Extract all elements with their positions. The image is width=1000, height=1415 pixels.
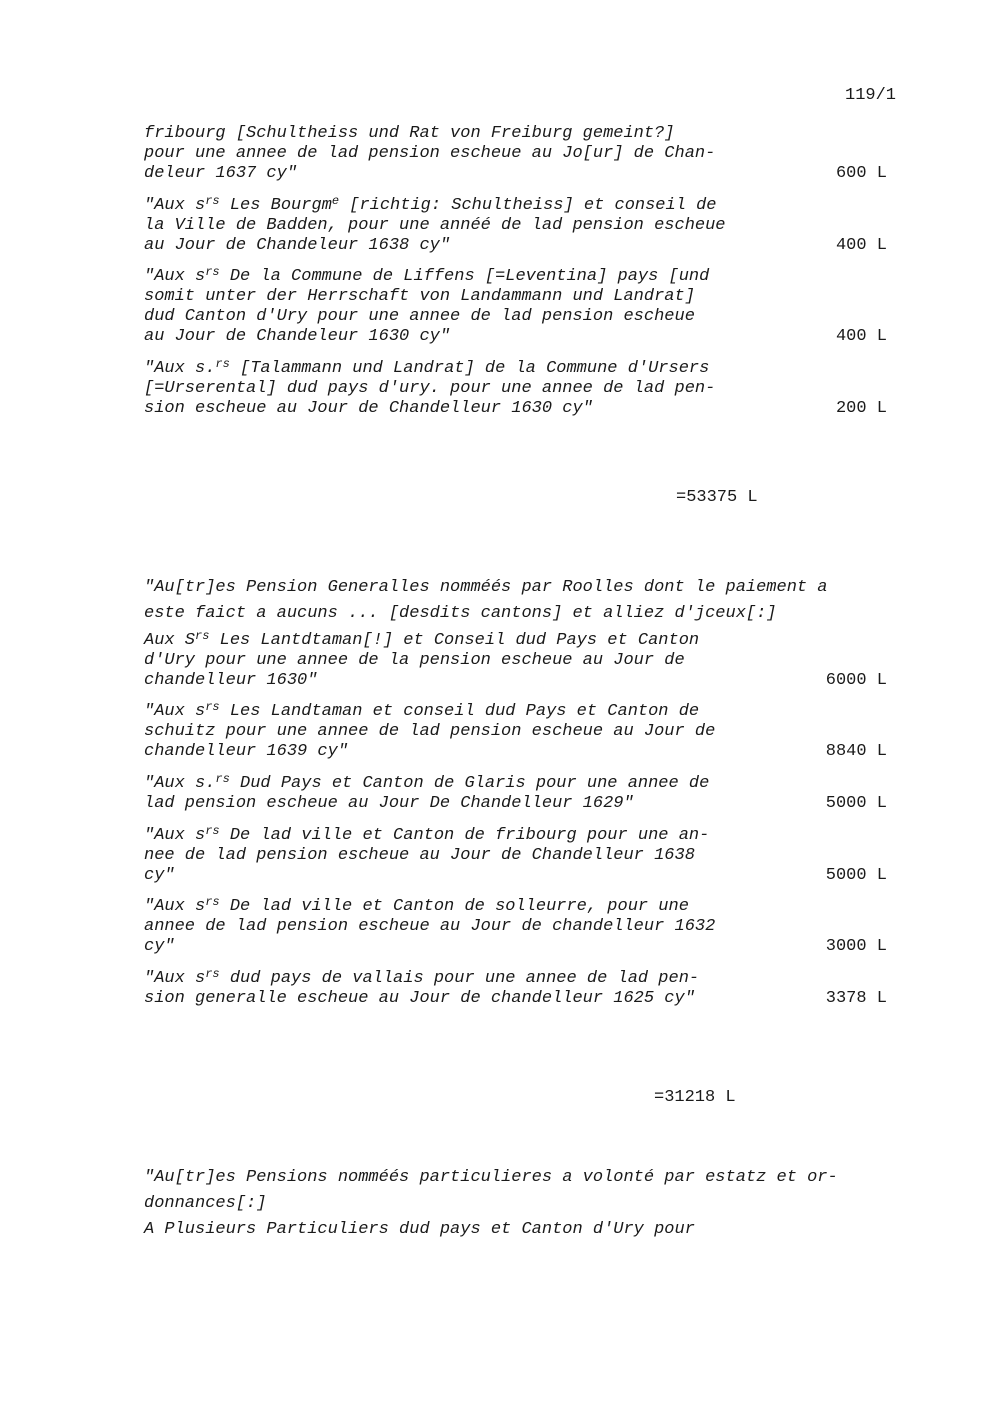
entry-line: nee de lad pension escheue au Jour de Chandelleur 1638: [144, 846, 695, 865]
section-total: =53375 L: [676, 488, 758, 507]
entry-line-first: [144, 196, 889, 216]
superscript: rs: [205, 265, 220, 279]
entry-amount: 6000 L: [825, 671, 887, 690]
entry-line-first: [144, 267, 889, 287]
entry-line-first: [144, 969, 889, 989]
entry-glaris: [144, 774, 889, 814]
text-segment: "Aux s: [144, 897, 206, 916]
entry-liffens: [144, 267, 889, 347]
text-segment: Dud Pays et Canton de Glaris pour une annee de: [229, 774, 710, 793]
entry-amount: 3378 L: [825, 989, 887, 1008]
text-segment: "Aux s: [144, 702, 206, 721]
text-segment: "Aux s: [144, 826, 206, 845]
entry-line: la Ville de Badden, pour une annéé de lad pension escheue: [144, 216, 726, 235]
entry-line: dud Canton d'Ury pour une annee de lad pension escheue: [144, 307, 695, 326]
entry-line: sion escheue au Jour de Chandelleur 1630 cy": [144, 399, 593, 418]
entry-ursers: [144, 359, 889, 419]
superscript: rs: [195, 629, 210, 643]
entry-line: annee de lad pension escheue au Jour de chandelleur 1632: [144, 917, 716, 936]
entry-line: au Jour de Chandeleur 1638 cy": [144, 236, 451, 255]
section-total: =31218 L: [654, 1088, 736, 1107]
text-segment: De lad ville et Canton de solleurre, pour une: [219, 897, 689, 916]
text-segment: "Aux s.: [144, 774, 216, 793]
superscript: rs: [205, 967, 220, 981]
entry-fribourg-canton: [144, 826, 889, 886]
page-number: 119/1: [845, 86, 897, 105]
text-segment: dud pays de vallais pour une annee de lad pen-: [219, 969, 700, 988]
heading-line: este faict a aucuns ... [desdits cantons] et alliez d'jceux[:]: [144, 604, 777, 623]
entry-amount: 5000 L: [825, 866, 887, 885]
entry-line: chandelleur 1630": [144, 671, 318, 690]
entry-amount: 200 L: [835, 399, 887, 418]
entry-amount: 400 L: [835, 236, 887, 255]
text-segment: De lad ville et Canton de fribourg pour une an-: [219, 826, 710, 845]
entry-solleurre: [144, 897, 889, 957]
superscript: rs: [205, 194, 220, 208]
entry-line: lad pension escheue au Jour De Chandelleur 1629": [144, 794, 634, 813]
text-segment: "Aux s: [144, 969, 206, 988]
text-segment: De la Commune de Liffens [=Leventina] pays [und: [219, 267, 710, 286]
section-heading: [144, 575, 904, 627]
text-segment: Aux S: [144, 631, 196, 650]
entry-line: [=Urserental] dud pays d'ury. pour une annee de lad pen-: [144, 379, 716, 398]
superscript: rs: [215, 772, 230, 786]
text-segment: "Aux s: [144, 196, 206, 215]
superscript: rs: [205, 895, 220, 909]
entry-amount: 3000 L: [825, 937, 887, 956]
entry-line: cy": [144, 866, 175, 885]
entry-line: au Jour de Chandeleur 1630 cy": [144, 327, 451, 346]
entry-line: schuitz pour une annee de lad pension escheue au Jour de: [144, 722, 716, 741]
entry-line: fribourg [Schultheiss und Rat von Freiburg gemeint?]: [144, 124, 675, 143]
entry-ury: [144, 631, 889, 691]
text-segment: "Aux s.: [144, 359, 216, 378]
heading-line: A Plusieurs Particuliers dud pays et Canton d'Ury pour: [144, 1220, 695, 1239]
text-segment: Les Lantdtaman[!] et Conseil dud Pays et Canton: [209, 631, 700, 650]
heading-line: "Au[tr]es Pension Generalles nomméés par Roolles dont le paiement a: [144, 578, 828, 597]
superscript: rs: [205, 700, 220, 714]
text-segment: Les Bourgm: [219, 196, 332, 215]
entry-line-first: [144, 702, 889, 722]
entry-schuitz: [144, 702, 889, 762]
section-heading: [144, 1165, 904, 1243]
text-segment: [Talammann und Landrat] de la Commune d'Ursers: [229, 359, 710, 378]
entry-amount: 400 L: [835, 327, 887, 346]
superscript: e: [331, 194, 340, 208]
entry-line: pour une annee de lad pension escheue au Jo[ur] de Chan-: [144, 144, 716, 163]
superscript: rs: [205, 824, 220, 838]
heading-line: donnances[:]: [144, 1194, 267, 1213]
entry-line: somit unter der Herrschaft von Landammann und Landrat]: [144, 287, 695, 306]
entry-line-first: [144, 631, 889, 651]
entry-line: deleur 1637 cy": [144, 164, 298, 183]
entry-line: sion generalle escheue au Jour de chandelleur 1625 cy": [144, 989, 695, 1008]
entry-baden: [144, 196, 889, 256]
entry-amount: 5000 L: [825, 794, 887, 813]
text-segment: [richtig: Schultheiss] et conseil de: [339, 196, 717, 215]
entry-line-first: [144, 897, 889, 917]
text-segment: "Aux s: [144, 267, 206, 286]
text-segment: Les Landtaman et conseil dud Pays et Canton de: [219, 702, 700, 721]
entry-line-first: [144, 774, 889, 794]
entry-line: cy": [144, 937, 175, 956]
entry-amount: 8840 L: [825, 742, 887, 761]
entry-line: d'Ury pour une annee de la pension escheue au Jour de: [144, 651, 685, 670]
superscript: rs: [215, 357, 230, 371]
entry-vallais: [144, 969, 889, 1009]
entry-line: chandelleur 1639 cy": [144, 742, 349, 761]
heading-line: "Au[tr]es Pensions nomméés particulieres a volonté par estatz et or-: [144, 1168, 838, 1187]
entry-line-first: [144, 359, 889, 379]
entry-amount: 600 L: [835, 164, 887, 183]
entry-line-first: [144, 826, 889, 846]
entry-fribourg: [144, 124, 889, 184]
